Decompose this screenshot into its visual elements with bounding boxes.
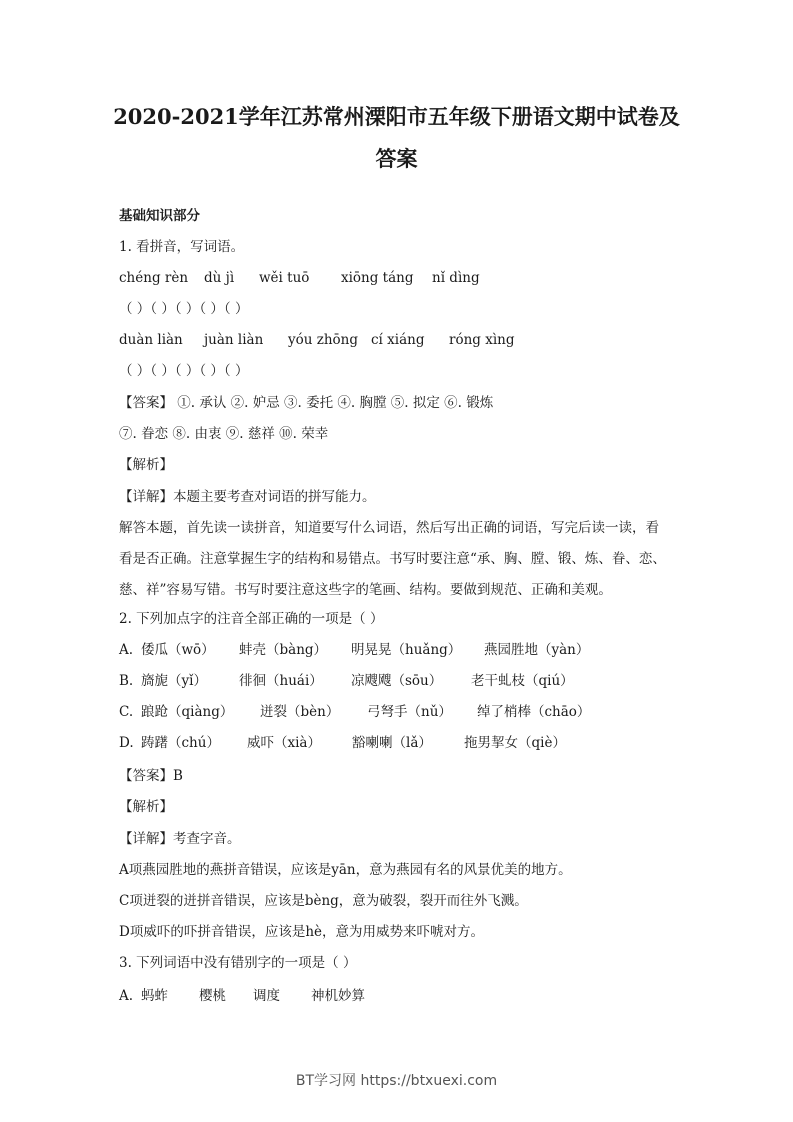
q1-stem: 1. 看拼音，写词语。: [119, 239, 245, 255]
q2-detail: 【详解】考查字音。: [119, 831, 241, 847]
q2-option-a: [119, 640, 679, 660]
document-title-line1: 2020-2021学年江苏常州溧阳市五年级下册语文期中试卷及: [113, 104, 680, 129]
q2-explain-c: C项迸裂的迸拼音错误，应该是bèng，意为破裂，裂开而往外飞溅。: [119, 893, 528, 909]
q3-stem: 3. 下列词语中没有错别字的一项是（ ）: [119, 955, 357, 971]
option-item: 踌躇（chú）: [141, 735, 220, 751]
option-item: 豁喇喇（lǎ）: [352, 735, 432, 751]
pinyin-item: dù jì: [204, 270, 235, 286]
pinyin-item: yóu zhōng: [288, 332, 359, 348]
pinyin-item: nǐ dìng: [432, 270, 480, 286]
q2-answer: 【答案】B: [119, 768, 183, 784]
option-letter: C.: [119, 704, 134, 720]
q1-pinyin-row2: [119, 330, 679, 350]
pinyin-item: róng xìng: [449, 332, 515, 348]
option-item: 蚂蚱: [141, 988, 168, 1004]
q1-paragraph: 解答本题，首先读一读拼音，知道要写什么词语，然后写出正确的词语，写完后读一读，看: [119, 520, 659, 536]
option-item: 踉跄（qiàng）: [141, 704, 234, 720]
option-letter: B.: [119, 673, 134, 689]
q2-stem: 2. 下列加点字的注音全部正确的一项是（ ）: [119, 611, 384, 627]
q1-pinyin-row1: [119, 268, 679, 288]
q2-explain-a: A项燕园胜地的燕拼音错误，应该是yān，意为燕园有名的风景优美的地方。: [119, 862, 572, 878]
q2-analysis-label: 【解析】: [119, 799, 173, 815]
option-item: 老干虬枝（qiú）: [471, 673, 574, 689]
q1-paragraph: 看是否正确。注意掌握生字的结构和易错点。书写时要注意“承、胸、膛、锻、炼、眷、恋、: [119, 551, 666, 567]
option-item: 明晃晃（huǎng）: [351, 642, 462, 658]
footer-watermark: BT学习网 https://btxuexi.com: [295, 1073, 498, 1089]
pinyin-item: cí xiáng: [371, 332, 425, 348]
q2-option-b: [119, 671, 679, 691]
q1-answer-line2: ⑦. 眷恋 ⑧. 由衷 ⑨. 慈祥 ⑩. 荣幸: [119, 426, 329, 442]
pinyin-item: duàn liàn: [119, 332, 183, 348]
pinyin-item: xiōng táng: [341, 270, 414, 286]
option-item: 调度: [253, 988, 280, 1004]
option-item: 徘徊（huái）: [239, 673, 323, 689]
option-item: 燕园胜地（yàn）: [484, 642, 590, 658]
option-item: 绰了梢棒（chāo）: [477, 704, 591, 720]
q1-paragraph: 慈、祥”容易写错。书写时要注意这些字的笔画、结构。要做到规范、正确和美观。: [119, 582, 612, 598]
option-letter: A.: [119, 988, 134, 1004]
option-item: 迸裂（bèn）: [260, 704, 340, 720]
option-item: 神机妙算: [311, 988, 365, 1004]
q1-detail: 【详解】本题主要考查对词语的拼写能力。: [119, 489, 376, 505]
q1-blank-row2: （ ）（ ）（ ）（ ）（ ）: [119, 363, 249, 379]
option-item: 拖男挈女（qiè）: [464, 735, 566, 751]
option-item: 凉飕飕（sōu）: [351, 673, 443, 689]
document-title-line2: 答案: [375, 146, 418, 171]
pinyin-item: chéng rèn: [119, 270, 189, 286]
option-letter: A.: [119, 642, 134, 658]
option-item: 蚌壳（bàng）: [239, 642, 328, 658]
option-letter: D.: [119, 735, 134, 751]
q2-explain-d: D项威吓的吓拼音错误，应该是hè，意为用威势来吓唬对方。: [119, 924, 485, 940]
option-item: 弓弩手（nǔ）: [367, 704, 452, 720]
q1-blank-row1: （ ）（ ）（ ）（ ）（ ）: [119, 301, 249, 317]
pinyin-item: juàn liàn: [204, 332, 264, 348]
pinyin-item: wěi tuō: [259, 270, 310, 286]
q1-analysis-label: 【解析】: [119, 457, 173, 473]
q3-option-a: [119, 986, 679, 1006]
option-item: 威吓（xià）: [247, 735, 321, 751]
option-item: 旖旎（yǐ）: [141, 673, 207, 689]
option-item: 倭瓜（wō）: [141, 642, 215, 658]
q1-answer-line1: 【答案】 ①. 承认 ②. 妒忌 ③. 委托 ④. 胸膛 ⑤. 拟定 ⑥. 锻炼: [119, 395, 494, 411]
section-heading: 基础知识部分: [119, 208, 200, 224]
q2-option-d: [119, 733, 679, 753]
q2-option-c: [119, 702, 679, 722]
option-item: 樱桃: [199, 988, 226, 1004]
